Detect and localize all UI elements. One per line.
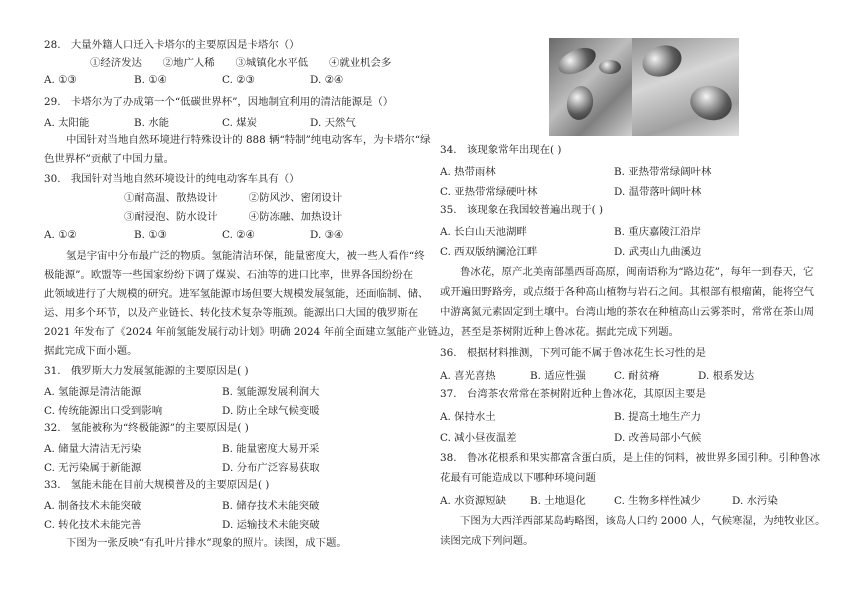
passage-hydrogen-line1: 氢是宇宙中分布最广泛的物质。氢能清洁环保，能量密度大，被一些人看作“终 <box>66 250 425 262</box>
passage-hydrogen-line6: 据此完成下面小题。 <box>44 345 138 357</box>
q38-option-c: C. 生物多样性减少 <box>614 495 701 507</box>
passage-island-line1: 下图为大西洋西部某岛屿略图，该岛人口约 2000 人，气候寒湿，为纯牧业区。 <box>460 515 826 527</box>
q35-stem: 35. 该现象在我国较普遍出现于( ) <box>440 204 604 216</box>
q29-option-a: A. 太阳能 <box>44 117 90 129</box>
q34-option-b: B. 亚热带常绿阔叶林 <box>614 166 712 178</box>
q28-option-b: B. ①④ <box>134 74 167 86</box>
photo-intro: 下图为一张反映“有孔叶片排水”现象的照片。读图，成下题。 <box>66 537 347 549</box>
q34-stem: 34. 该现象常年出现在( ) <box>440 144 562 156</box>
q29-option-b: B. 水能 <box>134 117 170 129</box>
q31-option-a: A. 氢能源是清洁能源 <box>44 386 142 398</box>
q32-option-a: A. 储量大清洁无污染 <box>44 443 142 455</box>
q33-option-a: A. 制备技术未能突破 <box>44 500 142 512</box>
q29-stem: 29. 卡塔尔为了办成第一个“低碳世界杯”，因地制宜利用的清洁能源是（） <box>44 96 394 108</box>
q38-option-d: D. 水污染 <box>732 495 778 507</box>
q30-option-a: A. ①② <box>44 229 77 241</box>
q35-option-a: A. 长白山天池湖畔 <box>440 226 527 238</box>
q32-stem: 32. 氢能被称为“终极能源”的主要原因是( ) <box>44 422 249 434</box>
q34-option-a: A. 热带雨林 <box>440 166 496 178</box>
q30-option-b: B. ①③ <box>134 229 167 241</box>
q37-stem: 37. 台湾茶农常常在茶树附近种上鲁冰花，其原因主要是 <box>440 388 706 400</box>
q28-option-a: A. ①③ <box>44 74 77 86</box>
q35-option-c: C. 西双版纳澜沧江畔 <box>440 246 538 258</box>
passage-bus-line1: 中国针对当地自然环境进行特殊设计的 888 辆“特制”纯电动客车，为卡塔尔“绿 <box>66 134 431 146</box>
q36-option-a: A. 喜光喜热 <box>440 370 496 382</box>
leaf-photo-left <box>549 38 632 136</box>
q31-option-c: C. 传统能源出口受到影响 <box>44 405 163 417</box>
passage-hydrogen-line3: 此领域进行了大规模的研究。进军氢能源市场但要大规模发展氢能，还面临制、储、 <box>44 288 429 300</box>
q38-stem-line1: 38. 鲁冰花根系和果实都富含蛋白质，是上佳的饲料，被世界多国引种。引种鲁冰 <box>440 452 821 464</box>
q37-option-c: C. 减小昼夜温差 <box>440 432 517 444</box>
q30-option-c: C. ②④ <box>222 229 255 241</box>
q33-option-d: D. 运输技术未能突破 <box>222 519 320 531</box>
q31-option-b: B. 氢能源发展利润大 <box>222 386 320 398</box>
q33-option-c: C. 转化技术未能完善 <box>44 519 142 531</box>
q28-option-c: C. ②③ <box>222 74 255 86</box>
q36-stem: 36. 根据材料推测，下列可能不属于鲁冰花生长习性的是 <box>440 347 706 359</box>
passage-lupine-line3: 中游离氮元素固定到土壤中。台湾山地的茶农在种植高山云雾茶时，常常在茶山周 <box>440 306 815 318</box>
q35-option-d: D. 武夷山九曲溪边 <box>614 246 702 258</box>
q30-items-2: ③耐浸泡、防水设计 ④防冻融、加热设计 <box>124 211 343 223</box>
passage-bus-line2: 色世界杯”贡献了中国力量。 <box>44 153 174 165</box>
q37-option-b: B. 提高土地生产力 <box>614 411 701 423</box>
q29-option-c: C. 煤炭 <box>222 117 257 129</box>
q38-option-b: B. 土地退化 <box>530 495 586 507</box>
passage-lupine-line1: 鲁冰花，原产北美南部墨西哥高原，闽南语称为“路边花”，每年一到春天，它 <box>460 266 814 278</box>
q33-option-b: B. 储存技术未能突破 <box>222 500 320 512</box>
q38-option-a: A. 水资源短缺 <box>440 495 507 507</box>
passage-lupine-line4: 边，甚至是茶树附近种上鲁冰花。据此完成下列题。 <box>440 326 679 338</box>
passage-island-line2: 读图完成下列问题。 <box>440 535 534 547</box>
q34-option-c: C. 亚热带常绿硬叶林 <box>440 186 538 198</box>
q37-option-a: A. 保持水土 <box>440 411 496 423</box>
passage-hydrogen-line5: 2021 年发布了《2024 年前氢能发展行动计划》明确 2024 年前全面建立氢能产业链。 <box>44 326 449 338</box>
q36-option-c: C. 耐贫瘠 <box>614 370 660 382</box>
passage-lupine-line2: 或开遍田野路旁，或点缀于各种高山植物与岩石之间。其根部有根瘤菌，能将空气 <box>440 286 815 298</box>
passage-hydrogen-line2: 极能源”。欧盟等一些国家纷纷下调了煤炭、石油等的进口比率，世界各国纷纷在 <box>44 269 413 281</box>
q30-option-d: D. ③④ <box>310 229 344 241</box>
q28-option-d: D. ②④ <box>310 74 344 86</box>
passage-hydrogen-line4: 运、用多个环节，以及产业链长、转化技术复杂等瓶颈。能源出口大国的俄罗斯在 <box>44 307 419 319</box>
q28-stem: 28. 大量外籍人口迁入卡塔尔的主要原因是卡塔尔（） <box>44 39 300 51</box>
leaf-photo-right <box>632 38 739 136</box>
q35-option-b: B. 重庆嘉陵江沿岸 <box>614 226 701 238</box>
q29-option-d: D. 天然气 <box>310 117 356 129</box>
q30-stem: 30. 我国针对当地自然环境设计的纯电动客车具有（） <box>44 173 300 185</box>
q32-option-d: D. 分布广泛容易获取 <box>222 462 320 474</box>
q37-option-d: D. 改善局部小气候 <box>614 432 702 444</box>
q34-option-d: D. 温带落叶阔叶林 <box>614 186 702 198</box>
q36-option-d: D. 根系发达 <box>698 370 755 382</box>
q28-items: ①经济发达 ②地广人稀 ③城镇化水平低 ④就业机会多 <box>90 57 392 69</box>
q30-items-1: ①耐高温、散热设计 ②防风沙、密闭设计 <box>124 192 343 204</box>
q33-stem: 33. 氢能未能在目前大规模普及的主要原因是( ) <box>44 479 270 491</box>
q31-option-d: D. 防止全球气候变暖 <box>222 405 320 417</box>
q36-option-b: B. 适应性强 <box>530 370 586 382</box>
q32-option-c: C. 无污染属于新能源 <box>44 462 142 474</box>
q38-stem-line2: 花最有可能造成以下哪种环境问题 <box>440 472 596 484</box>
q32-option-b: B. 能量密度大易开采 <box>222 443 320 455</box>
q31-stem: 31. 俄罗斯大力发展氢能源的主要原因是( ) <box>44 365 249 377</box>
